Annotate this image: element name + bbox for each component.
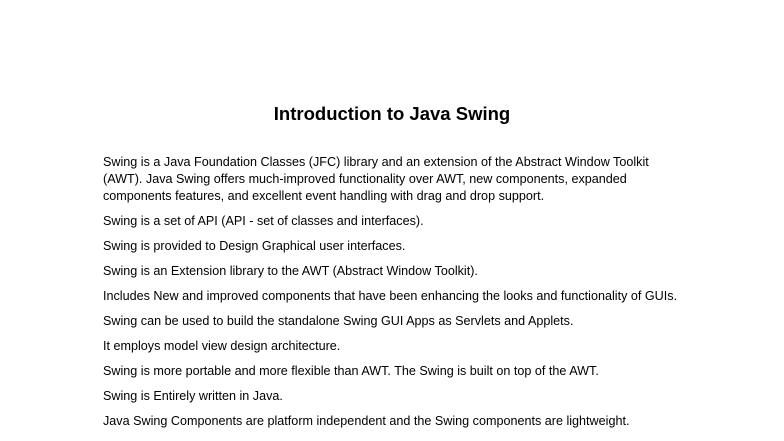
paragraph-written-in-java: Swing is Entirely written in Java. [103,389,283,403]
paragraph-awt-extension: Swing is an Extension library to the AWT (Abstract Window Toolkit). [103,264,478,278]
page-title: Introduction to Java Swing [273,103,511,124]
paragraph-standalone-apps: Swing can be used to build the standalone Swing GUI Apps as Servlets and Applets. [103,314,574,328]
paragraph-intro: Swing is a Java Foundation Classes (JFC) library and an extension of the Abstract Window Toolkit (AWT). Java Swing offers much-improved functionality over AWT, new components, expanded components features, and excellent event handling with drag and drop support. [103,155,649,203]
paragraph-mvc: It employs model view design architecture. [103,339,341,353]
paragraph-gui-design: Swing is provided to Design Graphical user interfaces. [103,239,406,253]
paragraph-components: Includes New and improved components that have been enhancing the looks and functionality of GUIs. [103,289,678,303]
document-body [103,154,678,438]
paragraph-api: Swing is a set of API (API - set of classes and interfaces). [103,214,424,228]
paragraph-platform-independent: Java Swing Components are platform independent and the Swing components are lightweight. [103,414,630,428]
paragraph-portability: Swing is more portable and more flexible than AWT. The Swing is built on top of the AWT. [103,364,599,378]
